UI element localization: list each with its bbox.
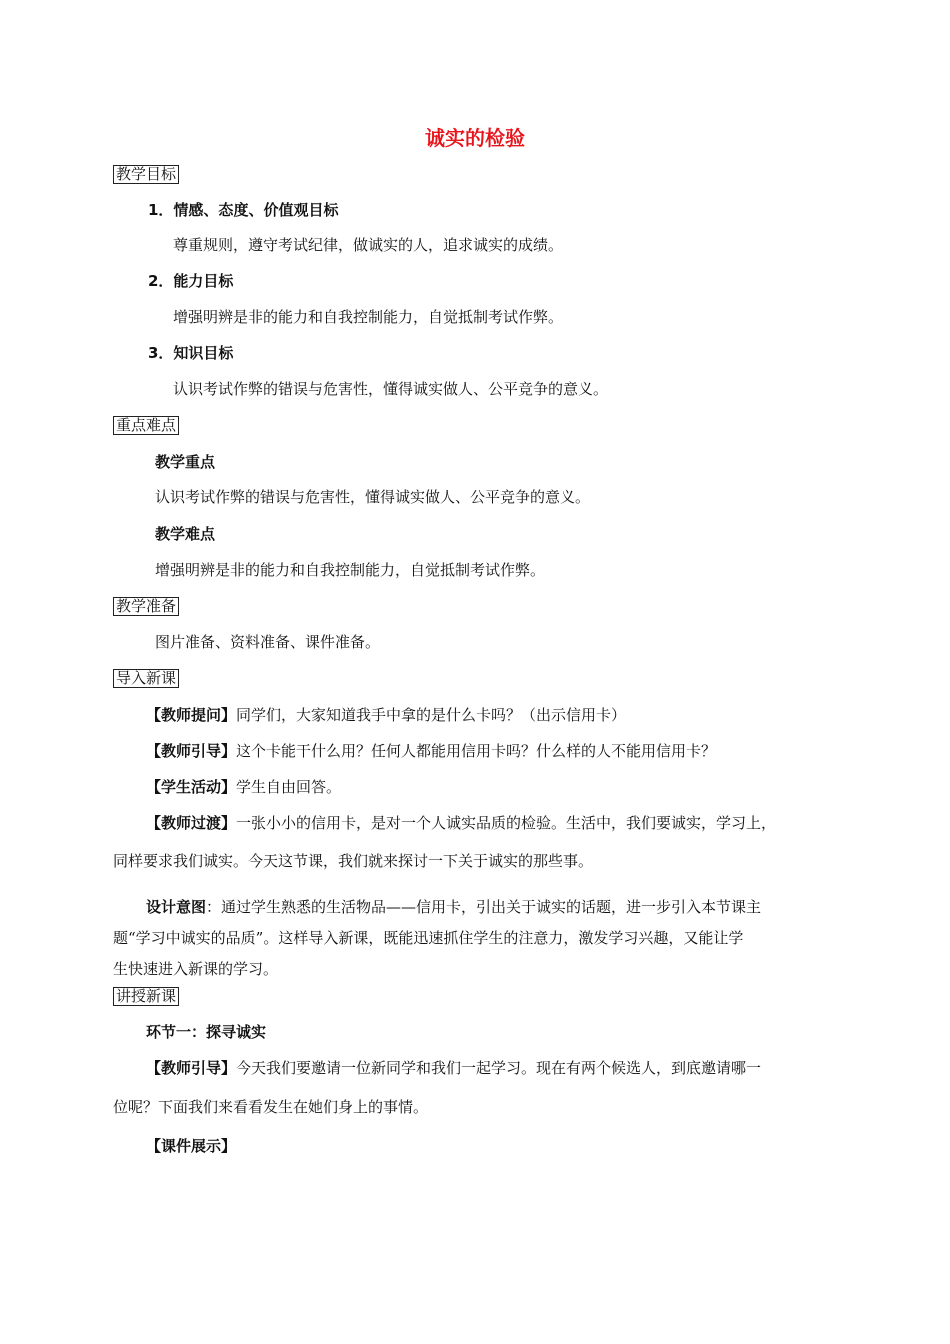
student-activity-text: 学生自由回答。 xyxy=(236,778,342,796)
section-label-goals: 教学目标 xyxy=(113,165,179,184)
design-intent-line3: 生快速进入新课的学习。 xyxy=(113,960,279,978)
link1-heading: 环节一：探寻诚实 xyxy=(146,1023,267,1041)
goal3-heading: 3．知识目标 xyxy=(148,344,234,362)
section-label-teach: 讲授新课 xyxy=(113,987,179,1006)
teacher-guide-text: 这个卡能干什么用？任何人都能用信用卡吗？什么样的人不能用信用卡？ xyxy=(236,742,717,760)
goal1-text: 尊重规则，遵守考试纪律，做诚实的人，追求诚实的成绩。 xyxy=(173,236,564,254)
teacher-guide xyxy=(146,742,716,760)
design-intent-text1: ：通过学生熟悉的生活物品——信用卡，引出关于诚实的话题，进一步引入本节课主 xyxy=(206,898,762,916)
courseware-show-tag: 【课件展示】 xyxy=(146,1137,237,1155)
design-intent-tag: 设计意图 xyxy=(146,898,207,916)
goal2-text: 增强明辨是非的能力和自我控制能力，自觉抵制考试作弊。 xyxy=(173,308,564,326)
student-activity xyxy=(146,778,341,796)
design-intent-line1 xyxy=(146,898,761,916)
teacher-guide-2-text: 今天我们要邀请一位新同学和我们一起学习。现在有两个候选人，到底邀请哪一 xyxy=(236,1059,762,1077)
teacher-transition-cont: 同样要求我们诚实。今天这节课，我们就来探讨一下关于诚实的那些事。 xyxy=(113,852,594,870)
key-heading: 教学重点 xyxy=(155,453,216,471)
goal3-text: 认识考试作弊的错误与危害性，懂得诚实做人、公平竞争的意义。 xyxy=(173,380,609,398)
teacher-question-tag: 【教师提问】 xyxy=(146,706,237,724)
section-label-intro: 导入新课 xyxy=(113,669,179,688)
difficulty-text: 增强明辨是非的能力和自我控制能力，自觉抵制考试作弊。 xyxy=(155,561,546,579)
teacher-transition xyxy=(146,814,776,832)
teacher-transition-text: 一张小小的信用卡，是对一个人诚实品质的检验。生活中，我们要诚实，学习上， xyxy=(236,814,777,832)
section-label-prep: 教学准备 xyxy=(113,597,179,616)
section-label-key: 重点难点 xyxy=(113,416,179,435)
teacher-transition-tag: 【教师过渡】 xyxy=(146,814,237,832)
teacher-question xyxy=(146,706,626,724)
student-activity-tag: 【学生活动】 xyxy=(146,778,237,796)
design-intent-line2: 题“学习中诚实的品质”。这样导入新课，既能迅速抓住学生的注意力，激发学习兴趣，又能让学 xyxy=(113,929,744,947)
teacher-guide-2 xyxy=(146,1059,761,1077)
teacher-guide-2-tag: 【教师引导】 xyxy=(146,1059,237,1077)
page-title: 诚实的检验 xyxy=(425,126,525,150)
teacher-guide-tag: 【教师引导】 xyxy=(146,742,237,760)
goal2-heading: 2．能力目标 xyxy=(148,272,234,290)
difficulty-heading: 教学难点 xyxy=(155,525,216,543)
goal1-heading: 1．情感、态度、价值观目标 xyxy=(148,201,339,219)
key-text: 认识考试作弊的错误与危害性，懂得诚实做人、公平竞争的意义。 xyxy=(155,488,591,506)
teacher-question-text: 同学们，大家知道我手中拿的是什么卡吗？（出示信用卡） xyxy=(236,706,627,724)
prep-text: 图片准备、资料准备、课件准备。 xyxy=(155,633,381,651)
teacher-guide-2-cont: 位呢？下面我们来看看发生在她们身上的事情。 xyxy=(113,1098,429,1116)
